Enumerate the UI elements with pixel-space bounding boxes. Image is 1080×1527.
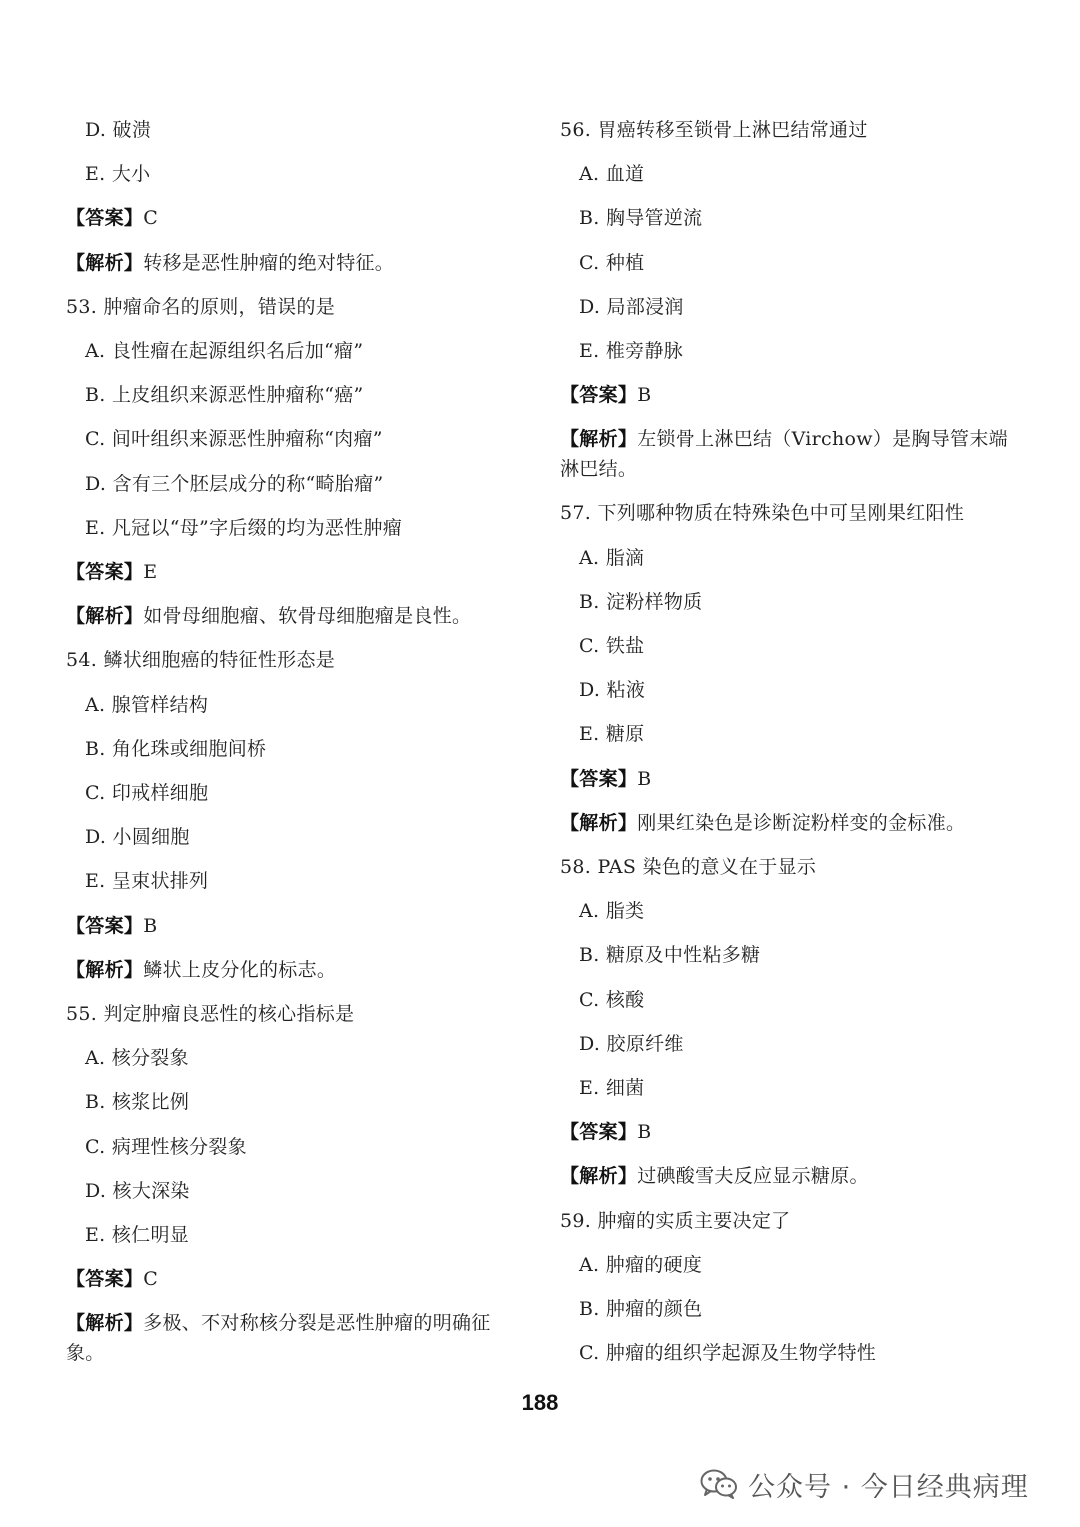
option-q59-c: C. 肿瘤的组织学起源及生物学特性 bbox=[579, 1342, 877, 1365]
option-q54-d: D. 小圆细胞 bbox=[85, 826, 190, 849]
analysis-label: 【解析】 bbox=[66, 1312, 144, 1335]
option-q55-a: A. 核分裂象 bbox=[85, 1047, 189, 1070]
answer-value: B bbox=[143, 914, 158, 937]
analysis-label: 【解析】 bbox=[560, 428, 638, 451]
answer-q52 bbox=[66, 196, 516, 240]
answer-value: C bbox=[143, 207, 159, 230]
answer-label: 【答案】 bbox=[560, 1121, 638, 1144]
option-q58-a: A. 脂类 bbox=[579, 900, 645, 923]
analysis-q54 bbox=[66, 948, 516, 992]
option-q55-c: C. 病理性核分裂象 bbox=[85, 1135, 247, 1158]
option-q56-a: A. 血道 bbox=[579, 163, 645, 186]
answer-label: 【答案】 bbox=[66, 207, 144, 230]
analysis-label: 【解析】 bbox=[560, 1165, 638, 1188]
answer-value: B bbox=[637, 1121, 652, 1144]
option-q58-c: C. 核酸 bbox=[579, 988, 645, 1011]
answer-q54 bbox=[66, 904, 516, 948]
wechat-icon bbox=[700, 1469, 738, 1499]
analysis-text: 转移是恶性肿瘤的绝对特征。 bbox=[143, 251, 395, 274]
option-q53-b: B. 上皮组织来源恶性肿瘤称“癌” bbox=[85, 384, 364, 407]
answer-label: 【答案】 bbox=[560, 767, 638, 790]
option-q56-c: C. 种植 bbox=[579, 251, 645, 274]
option-q59-a: A. 肿瘤的硬度 bbox=[579, 1253, 703, 1276]
option-q54-c: C. 印戒样细胞 bbox=[85, 782, 209, 805]
option-q53-a: A. 良性瘤在起源组织名后加“瘤” bbox=[85, 340, 364, 363]
option-q53-c: C. 间叶组织来源恶性肿瘤称“肉瘤” bbox=[85, 428, 383, 451]
analysis-label: 【解析】 bbox=[66, 251, 144, 274]
analysis-text: 如骨母细胞瘤、软骨母细胞瘤是良性。 bbox=[143, 605, 472, 628]
analysis-label: 【解析】 bbox=[560, 811, 638, 834]
answer-q58 bbox=[560, 1110, 1020, 1154]
answer-value: B bbox=[637, 384, 652, 407]
analysis-q58 bbox=[560, 1154, 1020, 1198]
analysis-q56 bbox=[560, 417, 1020, 491]
option-q56-d: D. 局部浸润 bbox=[579, 295, 684, 318]
question-55: 55. 判定肿瘤良恶性的核心指标是 bbox=[66, 1003, 355, 1026]
question-53: 53. 肿瘤命名的原则，错误的是 bbox=[66, 295, 336, 318]
option-q53-e: E. 凡冠以“母”字后缀的均为恶性肿瘤 bbox=[85, 516, 403, 539]
analysis-label: 【解析】 bbox=[66, 958, 144, 981]
analysis-text: 刚果红染色是诊断淀粉样变的金标准。 bbox=[637, 811, 966, 834]
question-59: 59. 肿瘤的实质主要决定了 bbox=[560, 1209, 791, 1232]
option-q57-d: D. 粘液 bbox=[579, 679, 646, 702]
option-q53-d: D. 含有三个胚层成分的称“畸胎瘤” bbox=[85, 472, 384, 495]
option-q52-e: E. 大小 bbox=[85, 163, 151, 186]
option-q58-e: E. 细菌 bbox=[579, 1077, 645, 1100]
answer-label: 【答案】 bbox=[560, 384, 638, 407]
question-57: 57. 下列哪种物质在特殊染色中可呈刚果红阳性 bbox=[560, 502, 965, 525]
analysis-q57 bbox=[560, 801, 1020, 845]
analysis-q55 bbox=[66, 1301, 516, 1375]
option-q55-d: D. 核大深染 bbox=[85, 1179, 190, 1202]
option-q57-c: C. 铁盐 bbox=[579, 635, 645, 658]
answer-label: 【答案】 bbox=[66, 914, 144, 937]
analysis-text: 过碘酸雪夫反应显示糖原。 bbox=[637, 1165, 869, 1188]
left-column bbox=[66, 108, 516, 1375]
analysis-label: 【解析】 bbox=[66, 605, 144, 628]
answer-label: 【答案】 bbox=[66, 561, 144, 584]
option-q59-b: B. 肿瘤的颜色 bbox=[579, 1298, 703, 1321]
answer-q53 bbox=[66, 550, 516, 594]
answer-value: B bbox=[637, 767, 652, 790]
answer-label: 【答案】 bbox=[66, 1268, 144, 1291]
question-54: 54. 鳞状细胞癌的特征性形态是 bbox=[66, 649, 336, 672]
option-q56-e: E. 椎旁静脉 bbox=[579, 340, 684, 363]
option-q52-d: D. 破溃 bbox=[85, 119, 152, 141]
option-q58-d: D. 胶原纤维 bbox=[579, 1032, 684, 1055]
analysis-text: 左锁骨上淋巴结（Virchow）是胸导管末端淋巴结。 bbox=[560, 428, 1008, 481]
watermark-text: 公众号 · 今日经典病理 bbox=[748, 1471, 1029, 1503]
analysis-text: 多极、不对称核分裂是恶性肿瘤的明确征象。 bbox=[66, 1312, 491, 1365]
option-q54-e: E. 呈束状排列 bbox=[85, 870, 209, 893]
option-q55-e: E. 核仁明显 bbox=[85, 1224, 190, 1247]
answer-q55 bbox=[66, 1257, 516, 1301]
page-number: 188 bbox=[521, 1390, 559, 1415]
option-q58-b: B. 糖原及中性粘多糖 bbox=[579, 944, 761, 967]
right-column bbox=[560, 108, 1020, 1375]
answer-q56 bbox=[560, 373, 1020, 417]
answer-value: E bbox=[143, 561, 158, 584]
answer-q57 bbox=[560, 757, 1020, 801]
analysis-q53 bbox=[66, 594, 516, 638]
option-q56-b: B. 胸导管逆流 bbox=[579, 207, 703, 230]
answer-value: C bbox=[143, 1268, 159, 1291]
analysis-text: 鳞状上皮分化的标志。 bbox=[143, 958, 337, 981]
question-56: 56. 胃癌转移至锁骨上淋巴结常通过 bbox=[560, 119, 868, 141]
option-q57-e: E. 糖原 bbox=[579, 723, 645, 746]
option-q57-b: B. 淀粉样物质 bbox=[579, 590, 703, 613]
option-q57-a: A. 脂滴 bbox=[579, 546, 645, 569]
option-q55-b: B. 核浆比例 bbox=[85, 1091, 190, 1114]
option-q54-b: B. 角化珠或细胞间桥 bbox=[85, 737, 267, 760]
question-58: 58. PAS 染色的意义在于显示 bbox=[560, 856, 817, 879]
analysis-q52 bbox=[66, 241, 516, 285]
watermark bbox=[700, 1462, 1029, 1506]
option-q54-a: A. 腺管样结构 bbox=[85, 693, 209, 716]
